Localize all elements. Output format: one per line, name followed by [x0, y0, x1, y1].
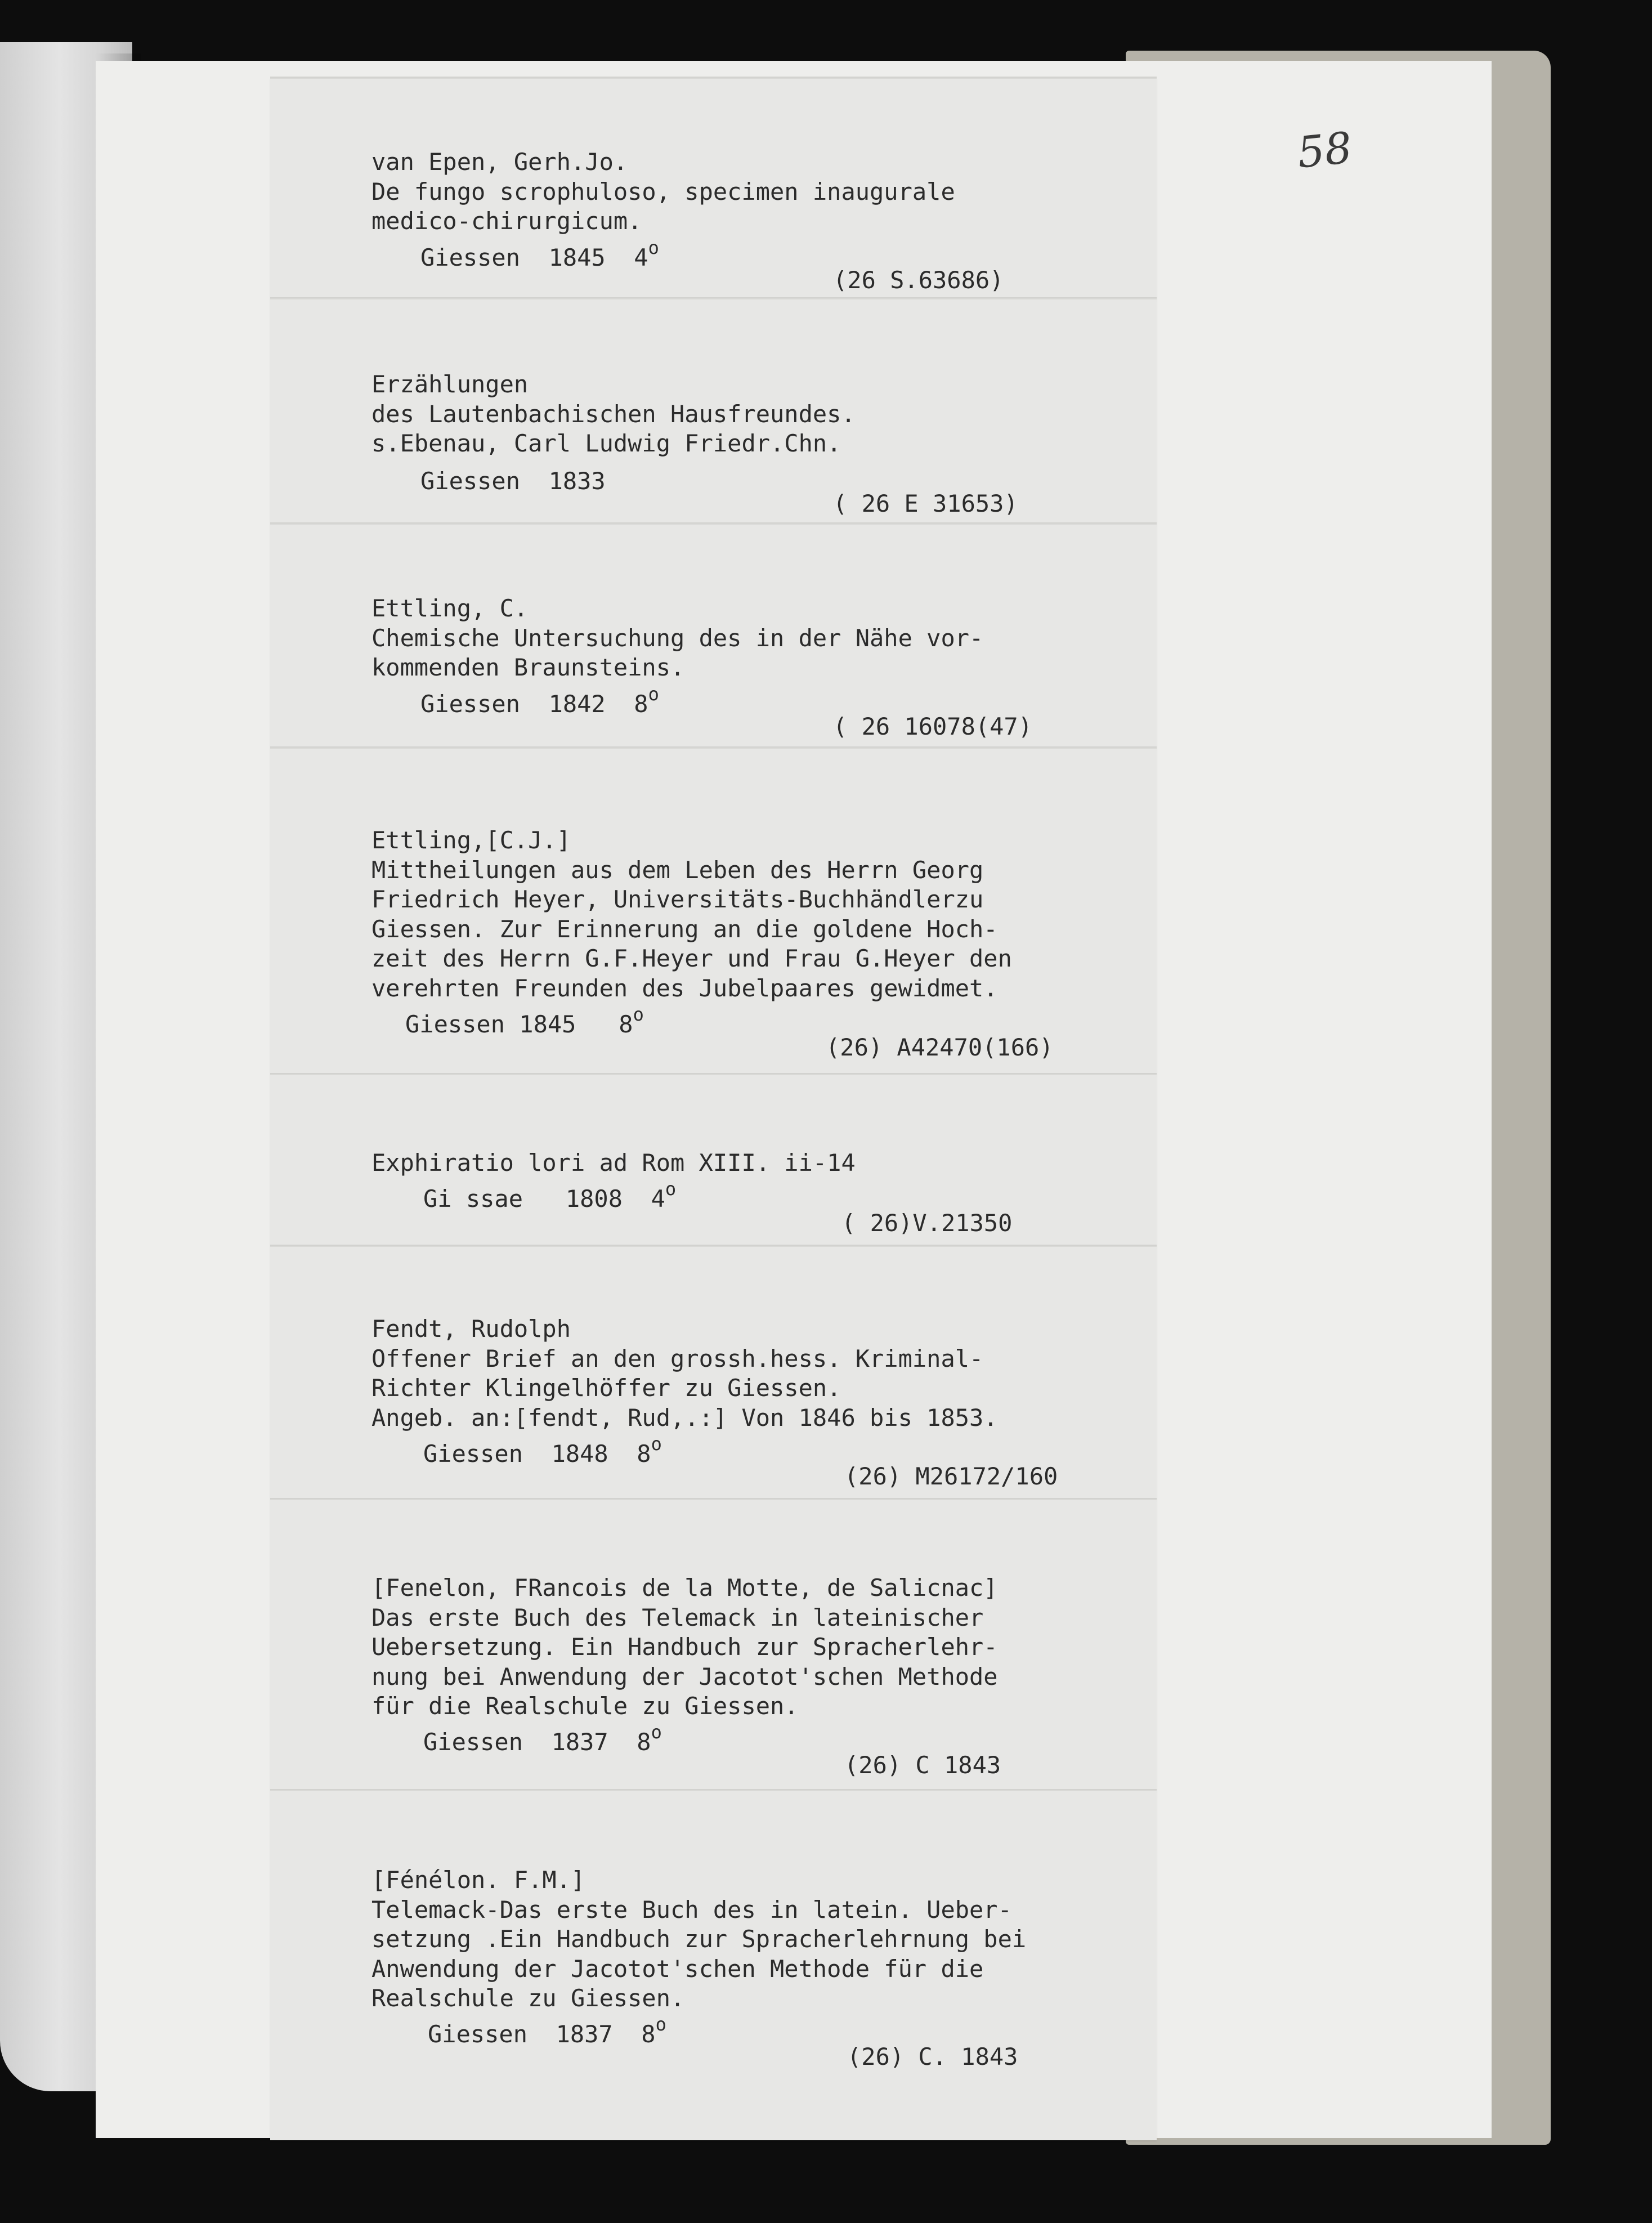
imprint-text: Giessen 1833: [420, 467, 606, 495]
card-line: Anwendung der Jacotot'schen Methode für die: [371, 1954, 984, 1983]
catalog-card: [270, 78, 1157, 299]
catalog-card: [270, 1246, 1157, 1500]
card-line: [Fenelon, FRancois de la Motte, de Salicnac]: [371, 1574, 998, 1602]
catalog-card: [270, 524, 1157, 749]
imprint-text: Giessen 1848 8: [423, 1440, 651, 1468]
card-line: Angeb. an:[fendt, Rud,.:] Von 1846 bis 1853.: [371, 1403, 998, 1432]
format-mark: o: [651, 1721, 662, 1743]
imprint: [420, 683, 659, 719]
catalog-card: [270, 1790, 1157, 2140]
card-line: Offener Brief an den grossh.hess. Kriminal-: [371, 1344, 984, 1372]
imprint-text: Giessen 1837 8: [428, 2020, 656, 2048]
catalog-card: [270, 298, 1157, 525]
card-line: van Epen, Gerh.Jo.: [371, 148, 628, 176]
catalog-card: [270, 1074, 1157, 1247]
imprint: [420, 236, 659, 273]
card-line: setzung .Ein Handbuch zur Spracherlehrnung bei: [371, 1925, 1027, 1953]
card-line: für die Realschule zu Giessen.: [371, 1692, 799, 1720]
imprint-text: Giessen 1845 8: [405, 1010, 633, 1038]
shelfmark: (26) C 1843: [844, 1751, 1001, 1779]
card-line: Ettling, C.: [371, 594, 529, 622]
imprint: [423, 1433, 662, 1469]
card-line: [Fénélon. F.M.]: [371, 1866, 585, 1894]
imprint: [420, 460, 606, 497]
card-line: kommenden Braunsteins.: [371, 654, 685, 681]
shelfmark: ( 26 16078(47): [833, 713, 1033, 740]
shelfmark: ( 26 E 31653): [833, 490, 1018, 517]
imprint-text: Giessen 1845 4: [420, 244, 648, 271]
card-line: nung bei Anwendung der Jacotot'schen Methode: [371, 1662, 998, 1690]
card-line: Chemische Untersuchung des in der Nähe vor-: [371, 624, 984, 652]
shelfmark: (26 S.63686): [833, 266, 1004, 294]
catalog-card: [270, 1499, 1157, 1791]
card-line: Giessen. Zur Erinnerung an die goldene Hoch-: [371, 915, 998, 943]
imprint-text: Giessen 1842 8: [420, 690, 648, 718]
card-line: verehrten Freunden des Jubelpaares gewidmet.: [371, 974, 998, 1002]
catalog-card: [270, 748, 1157, 1075]
imprint: [423, 1721, 662, 1757]
card-line: Das erste Buch des Telemack in lateinischer: [371, 1603, 984, 1631]
format-mark: o: [648, 683, 659, 705]
card-line: Mittheilungen aus dem Leben des Herrn Georg: [371, 856, 984, 884]
card-line: Erzählungen: [371, 370, 529, 398]
card-line: zeit des Herrn G.F.Heyer und Frau G.Heyer den: [371, 945, 1012, 972]
card-line: des Lautenbachischen Hausfreundes.: [371, 400, 856, 428]
folio-number: 58: [1295, 122, 1355, 178]
format-mark: o: [651, 1433, 662, 1455]
format-mark: o: [648, 237, 659, 258]
card-line: s.Ebenau, Carl Ludwig Friedr.Chn.: [371, 430, 841, 457]
imprint-text: Gi ssae 1808 4: [423, 1185, 665, 1213]
format-mark: o: [665, 1178, 677, 1200]
shelfmark: (26) C. 1843: [847, 2043, 1018, 2070]
imprint: [423, 1178, 676, 1214]
card-line: Realschule zu Giessen.: [371, 1984, 685, 2012]
imprint: [405, 1003, 644, 1040]
card-line: Telemack-Das erste Buch des in latein. Ueber-: [371, 1895, 1012, 1924]
card-line: Friedrich Heyer, Universitäts-Buchhändlerzu: [371, 885, 984, 913]
format-mark: o: [633, 1004, 644, 1025]
card-line: Fendt, Rudolph: [371, 1315, 571, 1343]
shelfmark: ( 26)V.21350: [841, 1209, 1013, 1237]
card-line: medico-chirurgicum.: [371, 207, 642, 235]
card-line: Ettling,[C.J.]: [371, 826, 571, 854]
card-line: Uebersetzung. Ein Handbuch zur Spracherlehr-: [371, 1633, 998, 1661]
imprint: [428, 2013, 666, 2050]
shelfmark: (26) M26172/160: [844, 1462, 1058, 1490]
card-line: Richter Klingelhöffer zu Giessen.: [371, 1374, 841, 1402]
imprint-text: Giessen 1837 8: [423, 1728, 651, 1756]
card-line: Exphiratio lori ad Rom XIII. ii-14: [371, 1149, 856, 1177]
card-line: De fungo scrophuloso, specimen inaugurale: [371, 177, 955, 205]
format-mark: o: [655, 2014, 666, 2035]
shelfmark: (26) A42470(166): [826, 1034, 1054, 1061]
